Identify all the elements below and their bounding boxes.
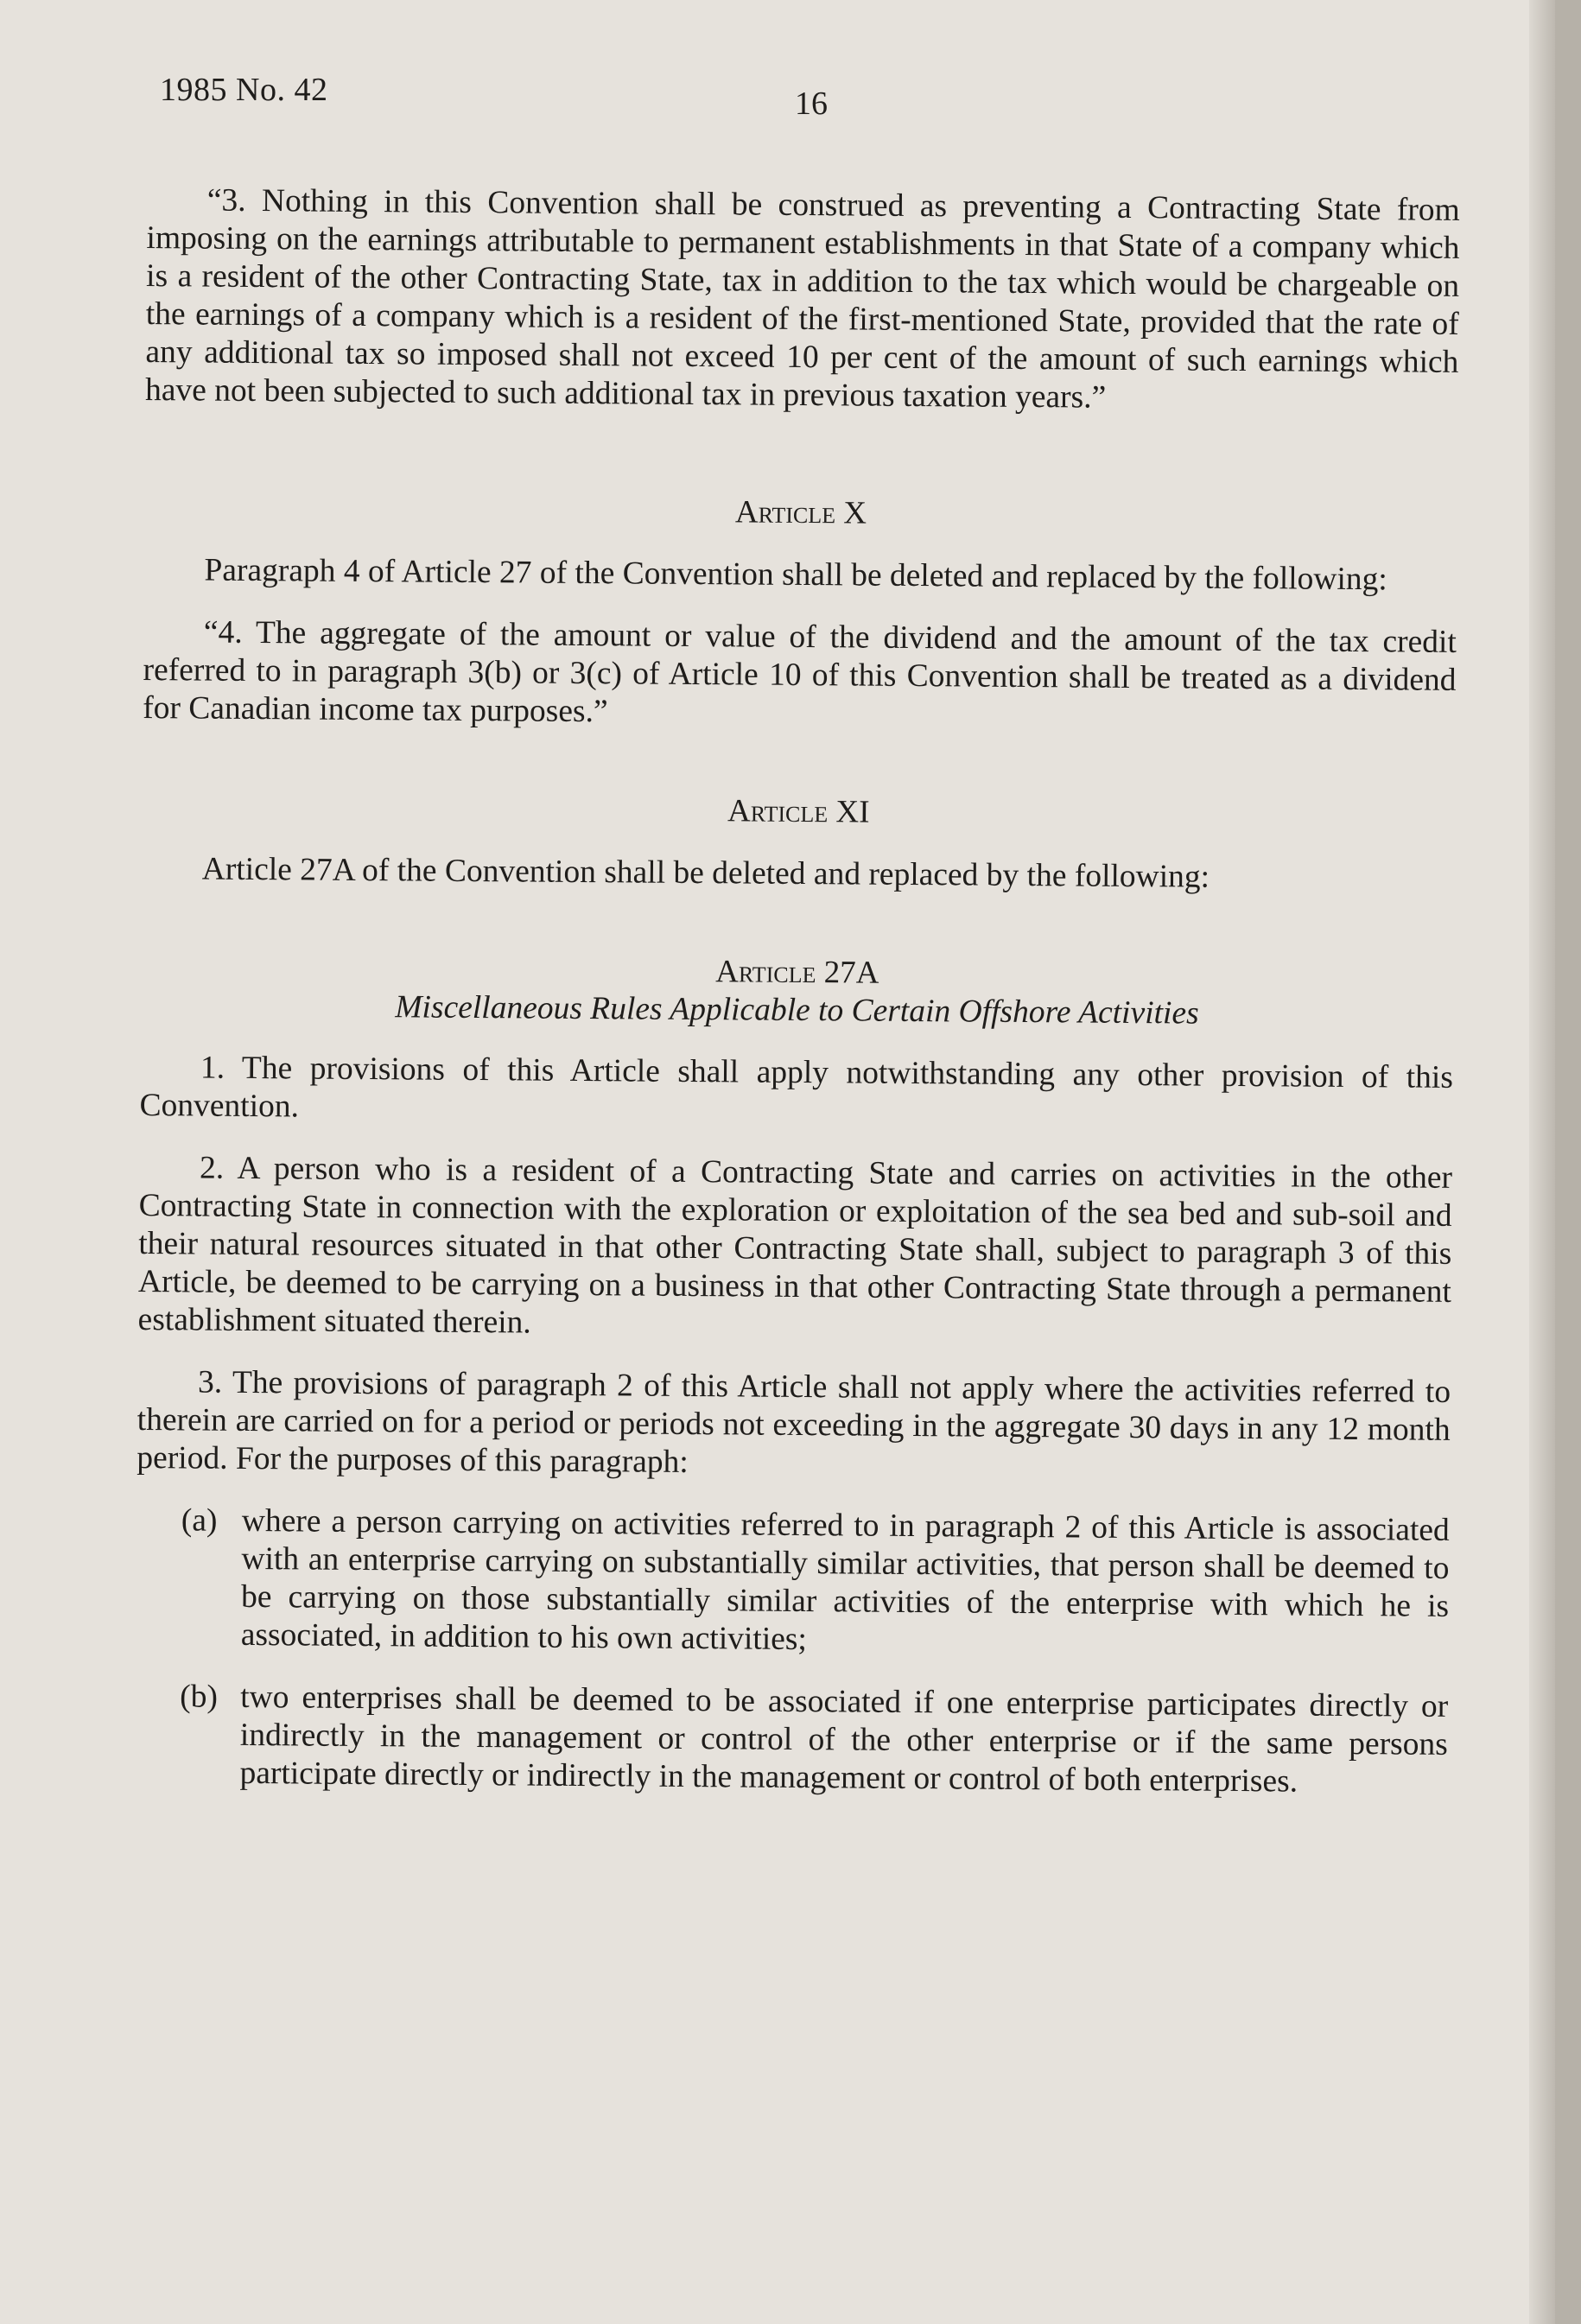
list-item-a [136, 1502, 1450, 1664]
list-item-label: (a) [181, 1502, 218, 1539]
heading-article-x: Article X [734, 494, 867, 531]
heading-article-27a: Article 27A [715, 954, 879, 991]
list-item-text: where a person carrying on activities referred to in paragraph 2 of this Article is associated with an enterprise carrying on substantially similar activities, that person shall be deemed to be carrying on those substantially similar activities of the enterprise with which he is associated, in addition to his own activities; [240, 1502, 1450, 1658]
paragraph-27a-1: 1. The provisions of this Article shall apply notwithstanding any other provision of this Convention. [139, 1050, 1454, 1125]
page-body [134, 181, 1460, 1802]
page-number: 16 [795, 86, 828, 122]
paragraph-article-xi-intro: Article 27A of the Convention shall be deleted and replaced by the following: [201, 851, 1210, 895]
list-item-text: two enterprises shall be deemed to be associated if one enterprise participates directly or indirectly in the management or control of the other enterprise or if the same persons participate directly or indirectly in the management or control of both enterprises. [239, 1679, 1449, 1800]
running-head: 1985 No. 42 [160, 72, 328, 108]
paragraph-27a-3: 3. The provisions of paragraph 2 of this Article shall not apply where the activities referred to therein are carried on for a period or periods not exceeding in the aggregate 30 days in any 12 month period. For the purposes of this paragraph: [137, 1364, 1451, 1480]
heading-article-xi: Article XI [727, 793, 870, 830]
page-edge [1555, 0, 1581, 2324]
paragraph-3-quote: “3. Nothing in this Convention shall be construed as preventing a Contracting State from imposing on the earnings attributable to permanent establishments in that State of a company which is a resident of the other Contracting State, tax in addition to the tax which would be chargeable on the earnings of a company which is a resident of the first-mentioned State, provided that the rate of any additional tax so imposed shall not exceed 10 per cent of the amount of such earnings which have not been subjected to such additional tax in previous taxation years.” [144, 182, 1460, 416]
list-item-label: (b) [180, 1679, 219, 1715]
paragraph-4-quote: “4. The aggregate of the amount or value of the dividend and the amount of the tax credit referred to in paragraph 3(b) or 3(c) of Article 10 of this Convention shall be treated as a dividend for Canadian income tax purposes.” [143, 614, 1457, 730]
list-item-b [134, 1678, 1448, 1802]
paragraph-article-x-intro: Paragraph 4 of Article 27 of the Convention shall be deleted and replaced by the following: [204, 552, 1387, 598]
subtitle-article-27a: Miscellaneous Rules Applicable to Certain Offshore Activities [395, 989, 1199, 1032]
paragraph-27a-2: 2. A person who is a resident of a Contracting State and carries on activities in the other Contracting State in connection with the exploration or exploitation of the sea bed and sub-soil and their natural resources situated in that other Contracting State shall, subject to paragraph 3 of this Article, be deemed to be carrying on a business in that other Contracting State through a permanent establishment situated therein. [137, 1150, 1453, 1341]
